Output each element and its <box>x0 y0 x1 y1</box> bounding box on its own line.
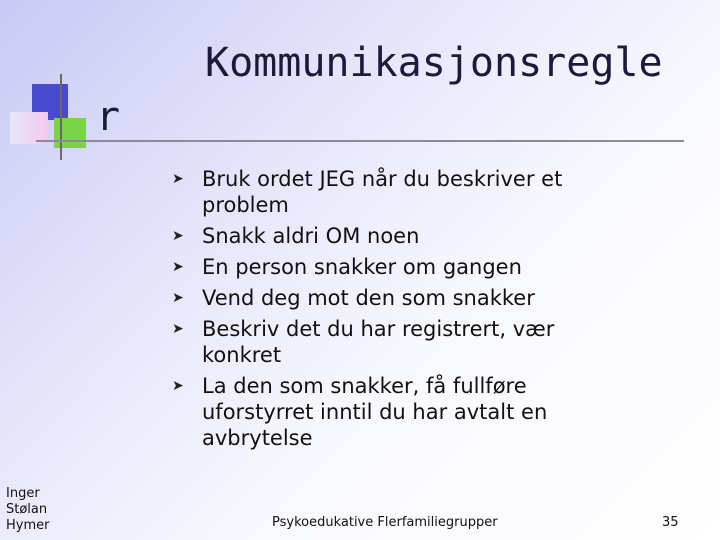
bullet-item <box>172 285 612 311</box>
arrow-bullet-icon: ➤ <box>172 228 184 244</box>
footer-author <box>6 486 49 534</box>
author-line: Hymer <box>6 518 50 533</box>
page-number: 35 <box>662 515 679 530</box>
bullet-item <box>172 316 612 368</box>
title-underline <box>36 140 684 142</box>
slide-title-wrap: r <box>96 94 121 140</box>
footer-title: Psykoedukative Flerfamiliegrupper <box>272 515 498 530</box>
author-line: Inger <box>6 486 40 501</box>
bullet-text: Bruk ordet JEG når du beskriver et problem <box>202 167 563 217</box>
author-line: Stølan <box>6 502 48 517</box>
bullet-list <box>172 166 612 456</box>
slide-title: Kommunikasjonsregle <box>205 40 663 86</box>
bullet-item <box>172 373 612 451</box>
bullet-text: Vend deg mot den som snakker <box>202 286 535 310</box>
bullet-text: Snakk aldri OM noen <box>202 224 420 248</box>
bullet-text: La den som snakker, få fullføre uforstyrret inntil du har avtalt en avbrytelse <box>202 374 548 450</box>
decor-green-square <box>54 118 86 148</box>
bullet-text: Beskriv det du har registrert, vær konkret <box>202 317 555 367</box>
arrow-bullet-icon: ➤ <box>172 259 184 275</box>
bullet-item <box>172 166 612 218</box>
bullet-item <box>172 254 612 280</box>
arrow-bullet-icon: ➤ <box>172 321 184 337</box>
bullet-item <box>172 223 612 249</box>
decor-vertical-line <box>60 74 62 160</box>
arrow-bullet-icon: ➤ <box>172 378 184 394</box>
bullet-text: En person snakker om gangen <box>202 255 522 279</box>
arrow-bullet-icon: ➤ <box>172 171 184 187</box>
arrow-bullet-icon: ➤ <box>172 290 184 306</box>
